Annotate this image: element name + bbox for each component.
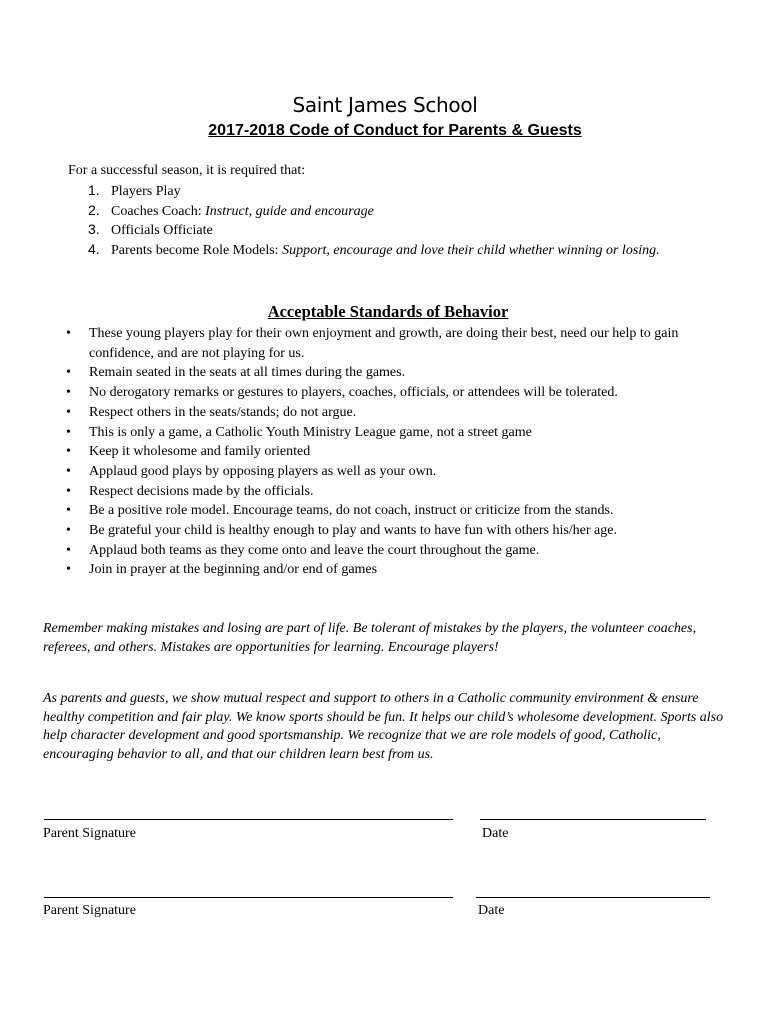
standard-text: Be grateful your child is healthy enough to play and wants to have fun with others his/her age. bbox=[89, 523, 617, 539]
respect-paragraph: As parents and guests, we show mutual respect and support to others in a Catholic community environment & ensure healthy competition and fair play. We know sports should be fun. It helps our child’s wholesome development. Sports also help character development and good sportsmanship. We recognize that we are role models of good, Catholic, encouraging behavior to all, and that our children learn best from us. bbox=[43, 691, 724, 762]
requirements-list bbox=[88, 181, 660, 259]
parent-signature-label: Parent Signature bbox=[43, 903, 136, 918]
standard-text: This is only a game, a Catholic Youth Ministry League game, not a street game bbox=[89, 424, 532, 440]
requirement-text: Parents become Role Models: bbox=[111, 242, 283, 258]
bullet-icon: • bbox=[66, 424, 71, 440]
standards-heading: Acceptable Standards of Behavior bbox=[267, 302, 509, 321]
standard-text: Be a positive role model. Encourage teams, do not coach, instruct or criticize from the stands. bbox=[89, 503, 614, 519]
standards-list bbox=[64, 324, 734, 580]
bullet-icon: • bbox=[66, 542, 71, 558]
parent-signature-label: Parent Signature bbox=[43, 826, 136, 841]
requirement-item bbox=[88, 201, 660, 221]
standard-item bbox=[64, 501, 734, 521]
bullet-icon: • bbox=[66, 523, 71, 539]
mistakes-paragraph: Remember making mistakes and losing are part of life. Be tolerant of mistakes by the players, the volunteer coaches, referees, and others. Mistakes are opportunities for learning. Encourage players! bbox=[43, 621, 697, 655]
requirement-item bbox=[88, 220, 660, 240]
date-label: Date bbox=[482, 826, 509, 841]
document-title: 2017-2018 Code of Conduct for Parents & Guests bbox=[208, 122, 582, 139]
bullet-icon: • bbox=[66, 385, 71, 401]
school-name: Saint James School bbox=[292, 93, 478, 117]
bullet-icon: • bbox=[66, 444, 71, 460]
requirement-number: 1. bbox=[88, 182, 100, 198]
bullet-icon: • bbox=[66, 326, 71, 341]
standard-text: Applaud both teams as they come onto and leave the court throughout the game. bbox=[89, 542, 540, 558]
standard-item bbox=[64, 383, 734, 403]
requirement-text: Coaches Coach: bbox=[111, 203, 206, 219]
standard-text: Join in prayer at the beginning and/or end of games bbox=[89, 562, 378, 578]
intro-text: For a successful season, it is required that: bbox=[68, 163, 306, 178]
standard-item bbox=[64, 403, 734, 423]
standard-text: These young players play for their own enjoyment and growth, are doing their best, need our help to gain confidence, and are not playing for us. bbox=[89, 326, 679, 361]
standard-item bbox=[64, 462, 734, 482]
standard-text: Respect others in the seats/stands; do not argue. bbox=[89, 404, 357, 420]
requirement-detail: Instruct, guide and encourage bbox=[205, 203, 374, 219]
standard-text: No derogatory remarks or gestures to players, coaches, officials, or attendees will be tolerated. bbox=[89, 385, 618, 401]
standard-item bbox=[64, 482, 734, 502]
requirement-text: Officials Officiate bbox=[111, 223, 213, 239]
standard-item bbox=[64, 521, 734, 541]
requirement-text: Players Play bbox=[111, 184, 181, 199]
bullet-icon: • bbox=[66, 483, 71, 499]
parent-signature-line[interactable] bbox=[44, 819, 453, 820]
standard-text: Respect decisions made by the officials. bbox=[89, 483, 314, 499]
standard-item bbox=[64, 560, 734, 580]
requirement-item bbox=[88, 240, 660, 260]
requirement-detail: Support, encourage and love their child whether winning or losing. bbox=[282, 242, 660, 258]
bullet-icon: • bbox=[66, 365, 71, 381]
requirement-number: 4. bbox=[88, 240, 100, 257]
standard-item bbox=[64, 541, 734, 561]
requirement-number: 2. bbox=[88, 201, 100, 218]
standard-item bbox=[64, 423, 734, 443]
standard-item bbox=[64, 363, 734, 383]
standard-item bbox=[64, 442, 734, 462]
bullet-icon: • bbox=[66, 463, 71, 479]
date-label: Date bbox=[478, 903, 505, 918]
bullet-icon: • bbox=[66, 503, 71, 519]
date-line[interactable] bbox=[480, 819, 706, 820]
standard-text: Applaud good plays by opposing players as well as your own. bbox=[89, 463, 437, 479]
standard-item bbox=[64, 324, 734, 363]
date-line[interactable] bbox=[476, 897, 710, 898]
requirement-number: 3. bbox=[88, 221, 100, 238]
bullet-icon: • bbox=[66, 562, 71, 578]
standard-text: Remain seated in the seats at all times during the games. bbox=[89, 365, 406, 381]
bullet-icon: • bbox=[66, 404, 71, 420]
parent-signature-line[interactable] bbox=[44, 897, 453, 898]
standard-text: Keep it wholesome and family oriented bbox=[89, 444, 311, 460]
requirement-item bbox=[88, 181, 660, 201]
